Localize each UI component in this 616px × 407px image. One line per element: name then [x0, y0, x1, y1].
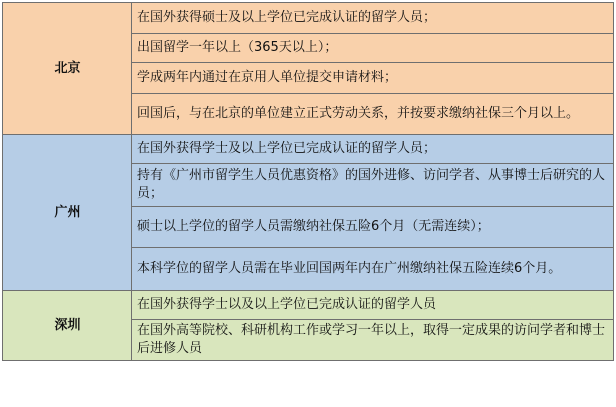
requirement-cell: 在国外获得学士及以上学位已完成认证的留学人员； [132, 135, 614, 164]
requirement-cell: 在国外获得学士以及以上学位已完成认证的留学人员 [132, 291, 614, 320]
city-cell-guangzhou: 广州 [3, 135, 132, 291]
city-cell-shenzhen: 深圳 [3, 291, 132, 361]
requirement-cell: 硕士以上学位的留学人员需缴纳社保五险6个月（无需连续）； [132, 207, 614, 248]
city-cell-beijing: 北京 [3, 3, 132, 135]
table-row [3, 3, 614, 34]
requirement-cell: 在国外高等院校、科研机构工作或学习一年以上，取得一定成果的访问学者和博士后进修人员 [132, 320, 614, 361]
policy-table [2, 2, 614, 361]
requirement-cell: 学成两年内通过在京用人单位提交申请材料； [132, 63, 614, 94]
requirement-cell: 在国外获得硕士及以上学位已完成认证的留学人员； [132, 3, 614, 34]
table-row [3, 135, 614, 164]
table-row [3, 291, 614, 320]
requirement-cell: 出国留学一年以上（365天以上）； [132, 34, 614, 63]
requirement-cell: 本科学位的留学人员需在毕业回国两年内在广州缴纳社保五险连续6个月。 [132, 248, 614, 291]
requirement-cell: 持有《广州市留学生人员优惠资格》的国外进修、访问学者、从事博士后研究的人员； [132, 164, 614, 207]
requirement-cell: 回国后，与在北京的单位建立正式劳动关系，并按要求缴纳社保三个月以上。 [132, 94, 614, 135]
